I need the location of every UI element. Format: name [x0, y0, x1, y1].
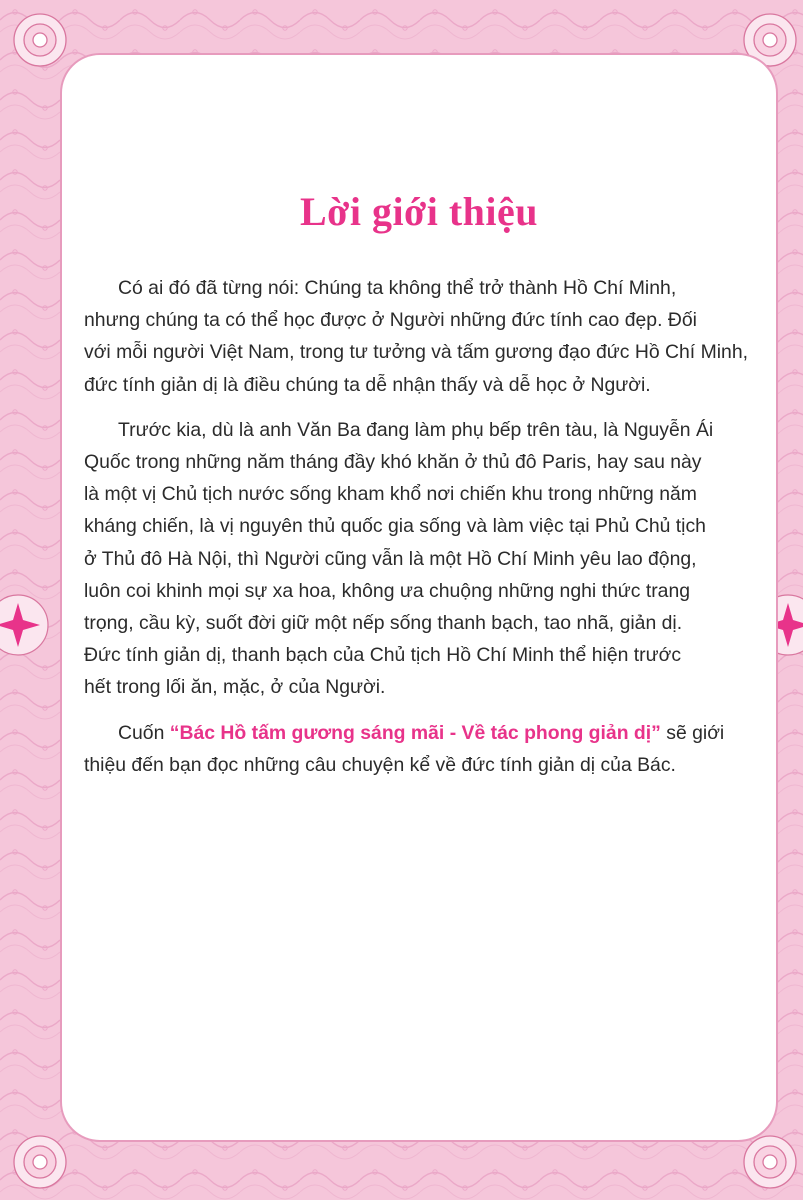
- paragraph-3: [84, 717, 730, 781]
- body-text: [84, 272, 748, 794]
- text-line: ở Thủ đô Hà Nội, thì Người cũng vẫn là một Hồ Chí Minh yêu lao động,: [84, 547, 697, 570]
- text-line: đức tính giản dị là điều chúng ta dễ nhận thấy và dễ học ở Người.: [84, 373, 651, 396]
- book-title: “Bác Hồ tấm gương sáng mãi - Về tác phong giản dị”: [169, 721, 661, 744]
- text-line: Có ai đó đã từng nói: Chúng ta không thể trở thành Hồ Chí Minh,: [118, 277, 677, 299]
- text-line: hết trong lối ăn, mặc, ở của Người.: [84, 676, 386, 699]
- text-line: [118, 717, 730, 749]
- page-title: Lời giới thiệu: [300, 189, 538, 234]
- paragraph-2: [84, 414, 730, 704]
- text-line: thiệu đến bạn đọc những câu chuyện kể về đức tính giản dị của Bác.: [84, 753, 676, 776]
- text-line: Đức tính giản dị, thanh bạch của Chủ tịch Hồ Chí Minh thể hiện trước: [84, 644, 682, 667]
- text-line: là một vị Chủ tịch nước sống kham khổ nơi chiến khu trong những năm: [84, 483, 697, 506]
- text-suffix: sẽ giới: [660, 721, 725, 744]
- text-line: kháng chiến, là vị nguyên thủ quốc gia sống và làm việc tại Phủ Chủ tịch: [84, 515, 706, 538]
- text-prefix: Cuốn: [118, 721, 170, 744]
- text-line: Quốc trong những năm tháng đầy khó khăn ở thủ đô Paris, hay sau này: [84, 451, 702, 474]
- text-line: Trước kia, dù là anh Văn Ba đang làm phụ bếp trên tàu, là Nguyễn Ái: [118, 418, 714, 441]
- text-line: nhưng chúng ta có thể học được ở Người những đức tính cao đẹp. Đối: [84, 309, 697, 332]
- text-line: trọng, cầu kỳ, suốt đời giữ một nếp sống thanh bạch, tao nhã, giản dị.: [84, 612, 683, 635]
- text-line: với mỗi người Việt Nam, trong tư tưởng và tấm gương đạo đức Hồ Chí Minh,: [84, 341, 748, 364]
- text-line: luôn coi khinh mọi sự xa hoa, không ưa chuộng những nghi thức trang: [84, 579, 691, 602]
- paragraph-1: [84, 272, 748, 401]
